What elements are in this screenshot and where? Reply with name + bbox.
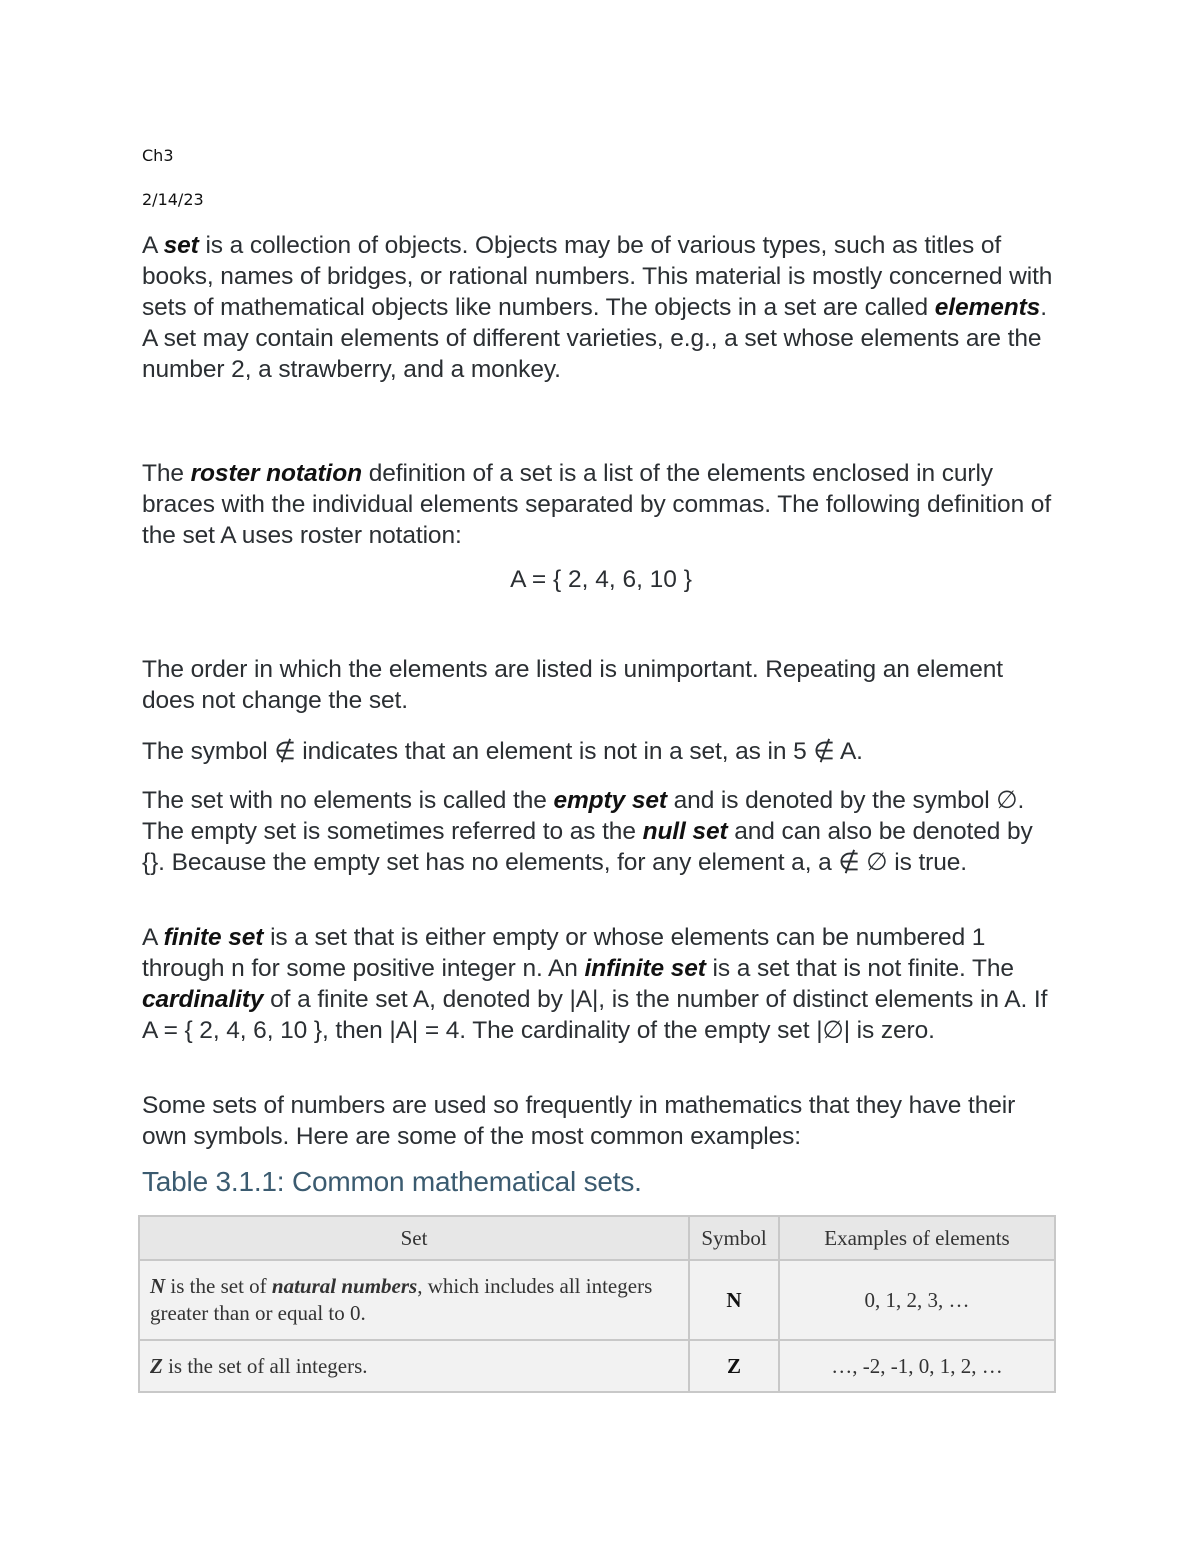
paragraph-set-definition: A set is a collection of objects. Objects may be of various types, such as titles of books, names of bridges, or rational numbers. This material is mostly concerned with sets of mathematical objects like numbers. The objects in a set are called elements. A set may contain elements of different varieties, e.g., a set whose elements are the number 2, a strawberry, and a monkey. bbox=[142, 232, 1053, 383]
table-row bbox=[139, 1340, 1055, 1392]
term-set: set bbox=[163, 232, 199, 259]
paragraph-finite-set: A finite set is a set that is either empty or whose elements can be numbered 1 through n for some positive integer n. An infinite set is a set that is not finite. The cardinality of a finite set A, denoted by |A|, is the number of distinct elements in A. If A = { 2, 4, 6, 10 }, then |A| = 4. The cardinality of the empty set |∅| is zero. bbox=[142, 924, 1048, 1044]
header-symbol: Symbol bbox=[689, 1216, 779, 1260]
term-null-set: null set bbox=[642, 818, 728, 845]
cell-symbol: Z bbox=[689, 1340, 779, 1392]
cell-symbol: N bbox=[689, 1260, 779, 1340]
table-row bbox=[139, 1260, 1055, 1340]
term-elements: elements bbox=[934, 294, 1041, 321]
cell-set-description: Z is the set of all integers. bbox=[139, 1340, 689, 1392]
header-examples: Examples of elements bbox=[779, 1216, 1055, 1260]
chapter-label: Ch3 bbox=[142, 146, 174, 165]
table-header-row bbox=[139, 1216, 1055, 1260]
cell-examples: 0, 1, 2, 3, … bbox=[779, 1260, 1055, 1340]
term-infinite-set: infinite set bbox=[584, 955, 706, 982]
term-finite-set: finite set bbox=[163, 924, 264, 951]
paragraph-empty-set: The set with no elements is called the empty set and is denoted by the symbol ∅. The empty set is sometimes referred to as the null set and can also be denoted by {}. Because the empty set has no elements, for any element a, a ∉ ∅ is true. bbox=[142, 787, 1033, 876]
term-cardinality: cardinality bbox=[142, 986, 264, 1013]
date-label: 2/14/23 bbox=[142, 190, 204, 209]
cell-examples: …, -2, -1, 0, 1, 2, … bbox=[779, 1340, 1055, 1392]
paragraph-not-element-symbol: The symbol ∉ indicates that an element is not in a set, as in 5 ∉ A. bbox=[142, 738, 863, 765]
cell-set-description: N is the set of natural numbers, which includes all integers greater than or equal to 0. bbox=[139, 1260, 689, 1340]
paragraph-roster-notation: The roster notation definition of a set is a list of the elements enclosed in curly braces with the individual elements separated by commas. The following definition of the set A uses roster notation: bbox=[142, 460, 1052, 549]
term-roster-notation: roster notation bbox=[190, 460, 362, 487]
roster-equation: A = { 2, 4, 6, 10 } bbox=[510, 566, 692, 593]
paragraph-common-sets: Some sets of numbers are used so frequently in mathematics that they have their own symbols. Here are some of the most common examples: bbox=[142, 1092, 1016, 1150]
table-caption: Table 3.1.1: Common mathematical sets. bbox=[142, 1166, 642, 1197]
common-sets-table bbox=[138, 1215, 1056, 1393]
header-set: Set bbox=[139, 1216, 689, 1260]
paragraph-order: The order in which the elements are listed is unimportant. Repeating an element does not change the set. bbox=[142, 656, 1003, 714]
term-empty-set: empty set bbox=[553, 787, 667, 814]
